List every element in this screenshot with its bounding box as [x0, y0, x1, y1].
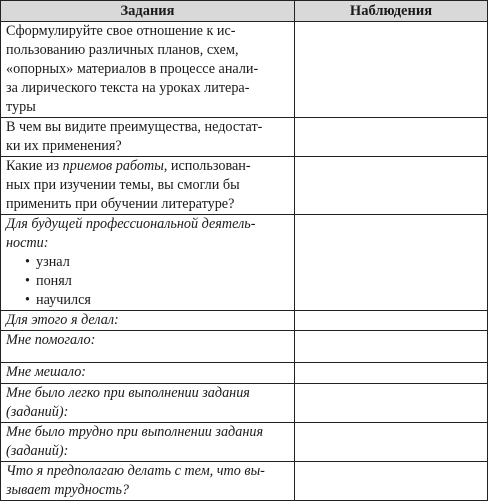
task-text-line: (заданий):: [6, 404, 69, 420]
table-row: [1, 462, 488, 501]
task-text-line: Для будущей профессиональной деятель-: [6, 216, 256, 232]
table-header-row: [1, 1, 488, 22]
column-header-observations: Наблюдения: [295, 1, 488, 22]
task-text-line: Что я предполагаю делать с тем, что вы-: [6, 463, 265, 479]
task-text-line: пользованию различных планов, схем,: [6, 42, 239, 58]
table-row: [1, 157, 488, 215]
task-cell: [1, 157, 295, 215]
task-cell: [1, 311, 295, 331]
observation-cell[interactable]: [295, 462, 488, 501]
task-text-line: за лирического текста на уроках литера-: [6, 80, 250, 96]
observation-cell[interactable]: [295, 22, 488, 118]
task-text-line: Мне помогало:: [6, 332, 96, 348]
list-item: • научился: [36, 291, 290, 310]
task-emphasis: приемов работы: [62, 158, 164, 174]
task-text-line: Какие из: [6, 158, 63, 174]
observation-cell[interactable]: [295, 384, 488, 423]
task-text-line: Для этого я делал:: [6, 312, 119, 328]
column-header-tasks: Задания: [1, 1, 295, 22]
task-text-line: Сформулируйте свое отношение к ис-: [6, 23, 236, 39]
task-text-line: ки их применения?: [6, 138, 122, 154]
task-cell: [1, 363, 295, 384]
table-row: [1, 311, 488, 331]
list-item: • узнал: [36, 253, 290, 272]
task-text-line: «опорных» материалов в процессе анали-: [6, 61, 259, 77]
task-text-line: Мне было легко при выполнении задания: [6, 385, 250, 401]
table-row: [1, 423, 488, 462]
table-row: [1, 118, 488, 157]
list-item: • понял: [36, 272, 290, 291]
task-cell: [1, 331, 295, 363]
task-cell: [1, 384, 295, 423]
observation-cell[interactable]: [295, 118, 488, 157]
task-text-line: ных при изучении темы, вы смогли бы: [6, 177, 240, 193]
task-cell: [1, 118, 295, 157]
observation-cell[interactable]: [295, 311, 488, 331]
task-text-line: , использован-: [163, 158, 251, 174]
task-text-line: Мне мешало:: [6, 364, 87, 380]
observation-cell[interactable]: [295, 363, 488, 384]
observation-cell[interactable]: [295, 423, 488, 462]
table-row: [1, 331, 488, 363]
task-text-line: В чем вы видите преимущества, недостат-: [6, 119, 263, 135]
table-row: [1, 384, 488, 423]
task-text-line: туры: [6, 99, 36, 115]
table-row: [1, 215, 488, 311]
task-cell: [1, 22, 295, 118]
table-row: [1, 22, 488, 118]
observation-cell[interactable]: [295, 215, 488, 311]
bullet-list: [6, 253, 290, 310]
task-text-line: (заданий):: [6, 443, 69, 459]
task-cell: [1, 462, 295, 501]
task-cell: [1, 423, 295, 462]
observation-cell[interactable]: [295, 331, 488, 363]
task-text-line: применить при обучении литературе?: [6, 196, 235, 212]
task-text-line: ности:: [6, 235, 49, 251]
task-text-line: Мне было трудно при выполнении задания: [6, 424, 264, 440]
task-cell: [1, 215, 295, 311]
task-text-line: зывает трудность?: [6, 482, 130, 498]
table-row: [1, 363, 488, 384]
observation-cell[interactable]: [295, 157, 488, 215]
